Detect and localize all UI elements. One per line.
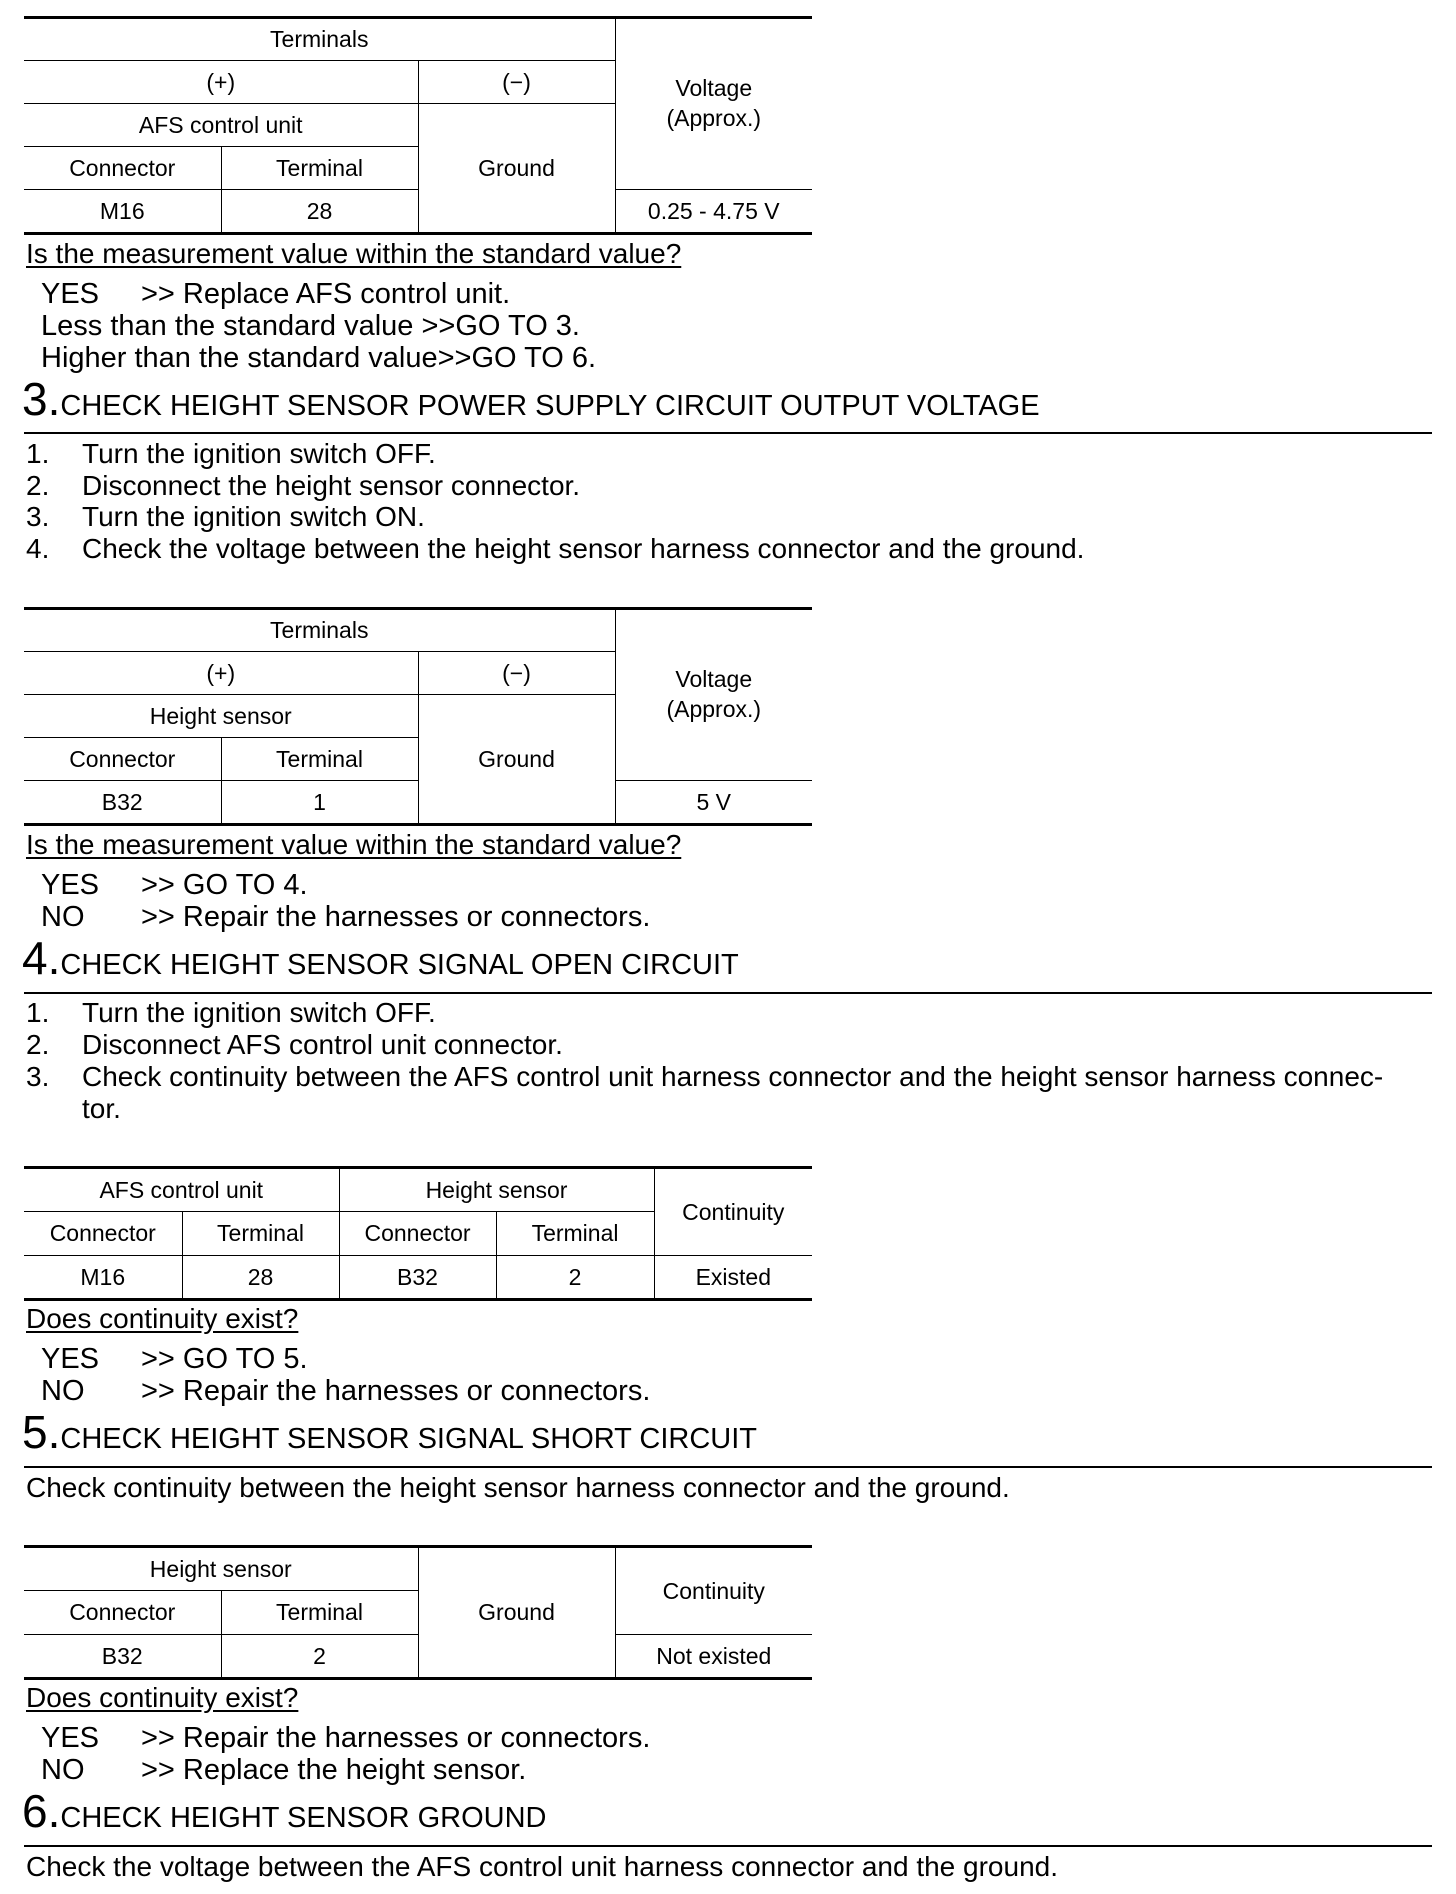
header-connector: Connector (24, 1591, 221, 1635)
answer-line: Higher than the standard value>>GO TO 6. (41, 342, 597, 374)
answer-text: >> Repair the harnesses or connectors. (141, 1375, 651, 1407)
cell-connector: B32 (339, 1256, 496, 1300)
item-number: 2. (26, 1029, 50, 1060)
answer-line (41, 278, 510, 311)
answer-key: YES (41, 1722, 100, 1754)
header-unit: Height sensor (24, 695, 418, 738)
cell-terminal: 2 (496, 1256, 654, 1300)
cell-connector: B32 (24, 1635, 221, 1679)
continuity-table-short (24, 1545, 812, 1680)
step-heading (22, 931, 739, 985)
header-continuity: Continuity (615, 1547, 812, 1635)
divider (24, 1845, 1432, 1847)
cell-terminal: 1 (221, 781, 418, 825)
step-number: 6. (22, 1785, 61, 1837)
header-unit: AFS control unit (24, 104, 418, 147)
header-terminal: Terminal (496, 1212, 654, 1256)
item-number: 3. (26, 501, 50, 532)
item-text: Disconnect the height sensor connector. (82, 470, 581, 501)
cell-terminal: 28 (221, 190, 418, 234)
header-voltage: Voltage (Approx.) (615, 609, 812, 781)
answer-text: >> Repair the harnesses or connectors. (141, 1722, 651, 1754)
cell-connector: B32 (24, 781, 221, 825)
header-terminals: Terminals (24, 609, 615, 652)
step-heading (22, 1405, 757, 1459)
answer-text: >> Repair the harnesses or connectors. (141, 901, 651, 933)
item-number: 1. (26, 997, 50, 1028)
step-title: CHECK HEIGHT SENSOR POWER SUPPLY CIRCUIT OUTPUT VOLTAGE (60, 390, 1040, 422)
continuity-table-open (24, 1166, 812, 1301)
list-item (26, 1061, 1383, 1093)
item-number: 1. (26, 438, 50, 469)
item-text: Turn the ignition switch ON. (82, 501, 425, 532)
voltage-table-height-sensor (24, 607, 812, 826)
cell-terminal: 28 (182, 1256, 339, 1300)
answer-line: Less than the standard value >>GO TO 3. (41, 310, 580, 342)
list-item (26, 470, 580, 502)
answer-line (41, 1722, 650, 1755)
header-terminal: Terminal (221, 1591, 418, 1635)
divider (24, 1466, 1432, 1468)
answer-key: YES (41, 869, 100, 901)
step-number: 5. (22, 1406, 61, 1458)
header-connector: Connector (24, 738, 221, 781)
answer-line (41, 901, 650, 934)
header-terminal: Terminal (221, 738, 418, 781)
divider (24, 992, 1432, 994)
answer-key: YES (41, 1343, 100, 1375)
header-connector: Connector (24, 147, 221, 190)
step-title: CHECK HEIGHT SENSOR GROUND (60, 1802, 547, 1834)
cell-voltage: 0.25 - 4.75 V (615, 190, 812, 234)
item-text: Turn the ignition switch OFF. (82, 997, 436, 1028)
step-heading (22, 372, 1040, 426)
header-minus: (−) (418, 61, 615, 104)
header-voltage: Voltage (Approx.) (615, 18, 812, 190)
header-connector: Connector (24, 1212, 182, 1256)
item-text: Check the voltage between the height sensor harness connector and the ground. (82, 533, 1085, 564)
answer-key: YES (41, 278, 100, 310)
header-plus: (+) (24, 61, 418, 104)
step-heading (22, 1784, 546, 1838)
question: Is the measurement value within the standard value? (26, 829, 682, 860)
item-text: Disconnect AFS control unit connector. (82, 1029, 563, 1060)
header-plus: (+) (24, 652, 418, 695)
answer-key: NO (41, 901, 85, 933)
cell-continuity: Not existed (615, 1635, 812, 1679)
item-number: 2. (26, 470, 50, 501)
answer-line (41, 869, 308, 902)
header-unit: Height sensor (24, 1547, 418, 1591)
list-item (26, 501, 425, 533)
cell-connector: M16 (24, 190, 221, 234)
cell-connector: M16 (24, 1256, 182, 1300)
question: Is the measurement value within the standard value? (26, 238, 682, 269)
header-continuity: Continuity (654, 1168, 812, 1256)
header-ground: Ground (418, 1547, 615, 1679)
header-terminals: Terminals (24, 18, 615, 61)
header-minus: (−) (418, 652, 615, 695)
step-number: 4. (22, 932, 61, 984)
header-unit-b: Height sensor (339, 1168, 654, 1212)
list-item (26, 1029, 563, 1061)
item-text: tor. (82, 1093, 121, 1124)
answer-text: >> Replace AFS control unit. (141, 278, 511, 310)
list-item (26, 997, 436, 1029)
answer-text: >> GO TO 5. (141, 1343, 308, 1375)
header-connector: Connector (339, 1212, 496, 1256)
cell-terminal: 2 (221, 1635, 418, 1679)
list-item (26, 1093, 121, 1125)
answer-text: >> GO TO 4. (141, 869, 308, 901)
step-title: CHECK HEIGHT SENSOR SIGNAL OPEN CIRCUIT (60, 949, 739, 981)
item-text: Check continuity between the AFS control unit harness connector and the height sensor harness connec- (82, 1061, 1384, 1092)
list-item (26, 438, 436, 470)
header-unit-a: AFS control unit (24, 1168, 339, 1212)
item-text: Turn the ignition switch OFF. (82, 438, 436, 469)
list-item (26, 533, 1084, 565)
answer-line (41, 1343, 308, 1376)
step-number: 3. (22, 373, 61, 425)
step-instruction: Check continuity between the height sensor harness connector and the ground. (26, 1472, 1010, 1503)
answer-line (41, 1375, 650, 1408)
cell-continuity: Existed (654, 1256, 812, 1300)
step-instruction: Check the voltage between the AFS control unit harness connector and the ground. (26, 1851, 1058, 1882)
header-terminal: Terminal (221, 147, 418, 190)
item-number: 4. (26, 533, 50, 564)
header-ground: Ground (418, 695, 615, 825)
voltage-table-afs (24, 16, 812, 235)
answer-key: NO (41, 1375, 85, 1407)
step-title: CHECK HEIGHT SENSOR SIGNAL SHORT CIRCUIT (60, 1423, 758, 1455)
question: Does continuity exist? (26, 1303, 299, 1334)
divider (24, 432, 1432, 434)
answer-line (41, 1754, 526, 1787)
item-number: 3. (26, 1061, 50, 1092)
answer-key: NO (41, 1754, 85, 1786)
header-ground: Ground (418, 104, 615, 234)
answer-text: >> Replace the height sensor. (141, 1754, 527, 1786)
question: Does continuity exist? (26, 1682, 299, 1713)
header-terminal: Terminal (182, 1212, 339, 1256)
cell-voltage: 5 V (615, 781, 812, 825)
